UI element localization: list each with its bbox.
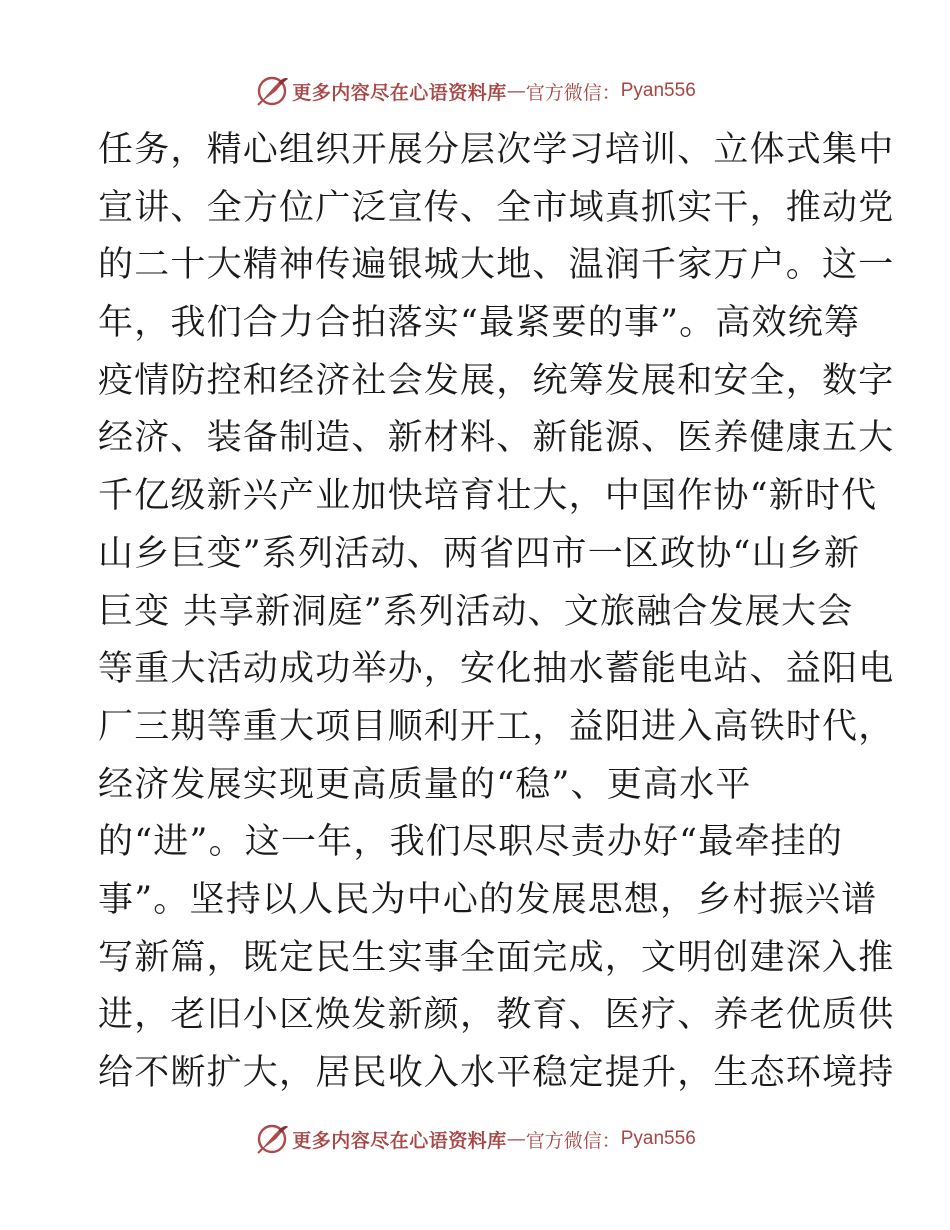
text-line: 给不断扩大，居民收入水平稳定提升，生态环境持 bbox=[98, 1053, 895, 1093]
text-line: 巨变 共享新洞庭”系列活动、文旅融合发展大会 bbox=[98, 591, 854, 632]
text-line: 宣讲、全方位广泛宣传、全市域真抓实干，推动党 bbox=[98, 187, 895, 228]
footer-banner bbox=[0, 1119, 950, 1159]
quill-pen-logo-icon bbox=[254, 73, 290, 109]
text-line: 年，我们合力合拍落实“最紧要的事”。高效统筹 bbox=[98, 303, 861, 344]
text-line: 的二十大精神传遍银城大地、温润千家万户。这一 bbox=[98, 245, 895, 286]
banner-separator: — bbox=[506, 80, 526, 102]
header-banner bbox=[0, 71, 950, 111]
text-line: 进，老旧小区焕发新颜，教育、医疗、养老优质供 bbox=[98, 995, 895, 1036]
text-line: 的“进”。这一年，我们尽职尽责办好“最牵挂的 bbox=[98, 822, 844, 863]
text-line: 经济、装备制造、新材料、新能源、医养健康五大 bbox=[98, 418, 895, 459]
text-line: 任务，精心组织开展分层次学习培训、立体式集中 bbox=[98, 130, 895, 170]
body-text bbox=[98, 122, 895, 1103]
banner-wechat-id: Pyan556 bbox=[620, 80, 696, 101]
banner-wechat-label: 官方微信： bbox=[525, 1129, 621, 1152]
banner-text: 更多内容尽在心语资料库 bbox=[292, 81, 507, 104]
text-line: 山乡巨变”系列活动、两省四市一区政协“山乡新 bbox=[98, 533, 861, 574]
banner-wechat-label: 官方微信： bbox=[525, 81, 621, 104]
banner-wechat-id: Pyan556 bbox=[620, 1128, 696, 1149]
text-line: 等重大活动成功举办，安化抽水蓄能电站、益阳电 bbox=[98, 649, 895, 690]
text-line: 事”。坚持以人民为中心的发展思想，乡村振兴谱 bbox=[98, 879, 878, 920]
text-line: 厂三期等重大项目顺利开工，益阳进入高铁时代， bbox=[98, 706, 895, 747]
text-line: 千亿级新兴产业加快培育壮大，中国作协“新时代 bbox=[98, 476, 878, 517]
text-line: 疫情防控和经济社会发展，统筹发展和安全，数字 bbox=[98, 360, 895, 401]
banner-separator: — bbox=[506, 1128, 526, 1150]
text-line: 写新篇，既定民生实事全面完成，文明创建深入推 bbox=[98, 937, 895, 978]
text-line: 经济发展实现更高质量的“稳”、更高水平 bbox=[98, 764, 752, 805]
banner-text: 更多内容尽在心语资料库 bbox=[292, 1129, 507, 1152]
quill-pen-logo-icon bbox=[254, 1121, 290, 1157]
